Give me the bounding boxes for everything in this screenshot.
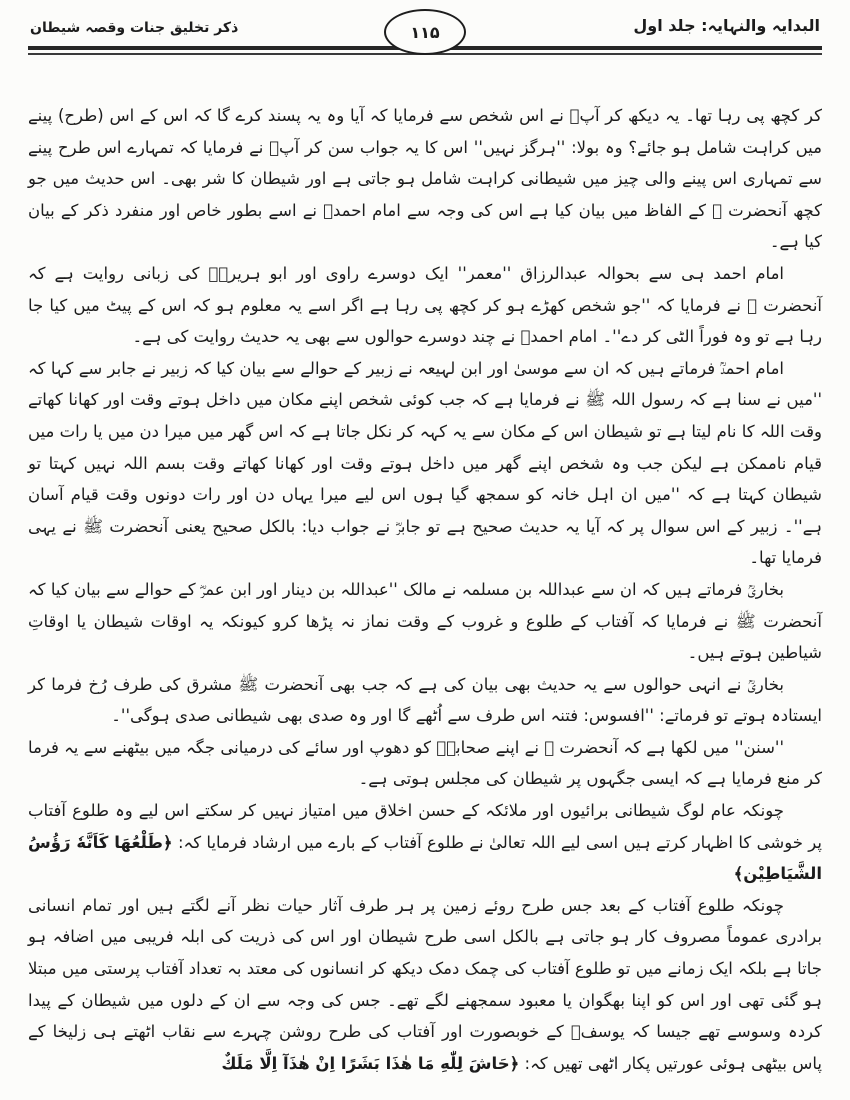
- page-number-oval: [384, 9, 466, 55]
- quran-quote: ﴿طَلْعُهَا كَاَنَّهٗ رَؤُسُ الشَّيَاطِيْن﴾: [28, 832, 822, 884]
- paragraph-text: امام احمد ہی سے بحوالہ عبدالرزاق ''معمر'' ایک دوسرے راوی اور ابو ہریرہؓ کی زبانی روایت ہے کہ آنحضرت ﷺ نے فرمایا کہ ''جو شخص کھڑے ہو کر کچھ پی رہا ہے اگر اسے یہ معلوم ہو کہ اس کے پیٹ میں کیا جا رہا ہے تو وہ فوراً الٹی کر دے''۔ امام احمدؒ نے چند دوسرے حوالوں سے بھی یہ حدیث روایت کی ہے۔: [28, 263, 822, 347]
- paragraph-text: چونکہ طلوع آفتاب کے بعد جس طرح روئے زمین پر ہر طرف آثار حیات نظر آنے لگتے ہیں اور تمام انسانی برادری عموماً مصروف کار ہو جاتی ہے بالکل اسی طرح شیطان اور اس کی ذریت کی ابلہ فریبی میں اضافہ ہو جاتا ہے بلکہ ایک زمانے میں تو طلوع آفتاب کی چمک دمک دیکھ کر انسانوں کی معتد بہ تعداد آفتاب پرستی میں مبتلا ہو گئی تھی اور اس کو اپنا بھگوان یا معبود سمجھنے لگے تھے۔ جس کی وجہ سے ان کے دلوں میں شیطان کے پیدا کردہ وسوسے تھے جیسا کہ یوسفؑ کے خوبصورت اور آفتاب کی طرح روشن چہرے سے نقاب اٹھتے ہی زلیخا کے پاس بیٹھی ہوئی عورتیں پکار اٹھی تھیں کہ:: [28, 895, 822, 1073]
- paragraph-text: امام احمدؒ فرماتے ہیں کہ ان سے موسیٰ اور ابن لہیعہ نے زبیر کے حوالے سے بیان کیا کہ زبیر نے جابر سے کہا کہ ''میں نے سنا ہے کہ رسول اللہ ﷺ نے فرمایا ہے کہ جب کوئی شخص اپنے مکان میں داخل ہوتے وقت اور کھانا کھاتے وقت اللہ کا نام لیتا ہے تو شیطان اس کے مکان سے یہ کہہ کر نکل جاتا ہے کہ اس گھر میں میرا دن میں یا رات میں قیام ناممکن ہے لیکن جب وہ شخص اپنے گھر میں داخل ہوتے وقت اور کھانا کھاتے وقت بسم اللہ نہیں کہتا تو شیطان کہتا ہے کہ ''میں ان اہل خانہ کو سمجھ گیا ہوں اس لیے میرا یہاں دن اور رات دونوں وقت قیام آسان ہے''۔ زبیر کے اس سوال پر کہ آیا یہ حدیث صحیح ہے تو جابرؓ نے جواب دیا: بالکل صحیح یعنی آنحضرت ﷺ نے یہی فرمایا تھا۔: [28, 358, 822, 568]
- quran-quote: ﴿حَاشَ لِلّٰهِ مَا هٰذَا بَشَرًا اِنْ هٰذَآ اِلَّا مَلَكٌ: [221, 1053, 520, 1073]
- body-text: [28, 100, 822, 1079]
- paragraph: [28, 795, 822, 890]
- paragraph-text: بخاریؒ نے انہی حوالوں سے یہ حدیث بھی بیان کی ہے کہ جب بھی آنحضرت ﷺ مشرق کی طرف رُخ فرما کر ایستادہ ہوتے تو فرماتے: ''افسوس: فتنہ اس طرف سے اُٹھے گا اور وہ صدی بھی شیطانی صدی ہوگی''۔: [28, 674, 822, 726]
- paragraph-text: بخاریؒ فرماتے ہیں کہ ان سے عبداللہ بن مسلمہ نے مالک ''عبداللہ بن دینار اور ابن عمرؓ کے حوالے سے بیان کیا کہ آنحضرت ﷺ نے فرمایا کہ آفتاب کے طلوع و غروب کے وقت نماز نہ پڑھا کرو کیونکہ یہ اوقات شیطان یا اوقاتِ شیاطین ہوتے ہیں۔: [28, 579, 822, 663]
- paragraph: [28, 353, 822, 574]
- header-title-volume: البدایہ والنہایہ: جلد اول: [633, 16, 820, 35]
- running-header: [28, 0, 822, 88]
- header-title-chapter: ذکر تخلیق جنات وقصہ شیطان: [30, 20, 239, 36]
- paragraph: [28, 732, 822, 795]
- paragraph: [28, 100, 822, 258]
- paragraph: [28, 258, 822, 353]
- paragraph-text: چونکہ عام لوگ شیطانی برائیوں اور ملائکہ کے حسن اخلاق میں امتیاز نہیں کر سکتے اس لیے وہ طلوع آفتاب پر خوشی کا اظہار کرتے ہیں اسی لیے اللہ تعالیٰ نے طلوع آفتاب کے بارے میں ارشاد فرمایا کہ:: [28, 801, 822, 852]
- page-number: ۱۱۵: [410, 22, 440, 42]
- paragraph-text: ''سنن'' میں لکھا ہے کہ آنحضرت ﷺ نے اپنے صحابہؓ کو دھوپ اور سائے کی درمیانی جگہ میں بیٹھنے سے یہ فرما کر منع فرمایا ہے کہ ایسی جگہوں پر شیطان کی مجلس ہوتی ہے۔: [28, 737, 822, 789]
- paragraph: [28, 669, 822, 732]
- paragraph: [28, 890, 822, 1080]
- paragraph-text: کر کچھ پی رہا تھا۔ یہ دیکھ کر آپؐ نے اس شخص سے فرمایا کہ آیا وہ یہ پسند کرے گا کہ اس کے اس (طرح) پینے میں کراہت شامل ہو جائے؟ وہ بولا: ''ہرگز نہیں'' اس کا یہ جواب سن کر آپؐ نے فرمایا کہ تمہارے اس طرح پینے سے تمہاری اس پینے والی چیز میں شیطانی کراہت شامل ہو جاتی ہے اور شیطان کا شر بھی۔ اس حدیث میں جو کچھ آنحضرت ﷺ کے الفاظ میں بیان کیا ہے اس کی وجہ سے امام احمدؒ نے اسے بطور خاص اور منفرد ذکر کے بیان کیا ہے۔: [28, 106, 822, 252]
- paragraph: [28, 574, 822, 669]
